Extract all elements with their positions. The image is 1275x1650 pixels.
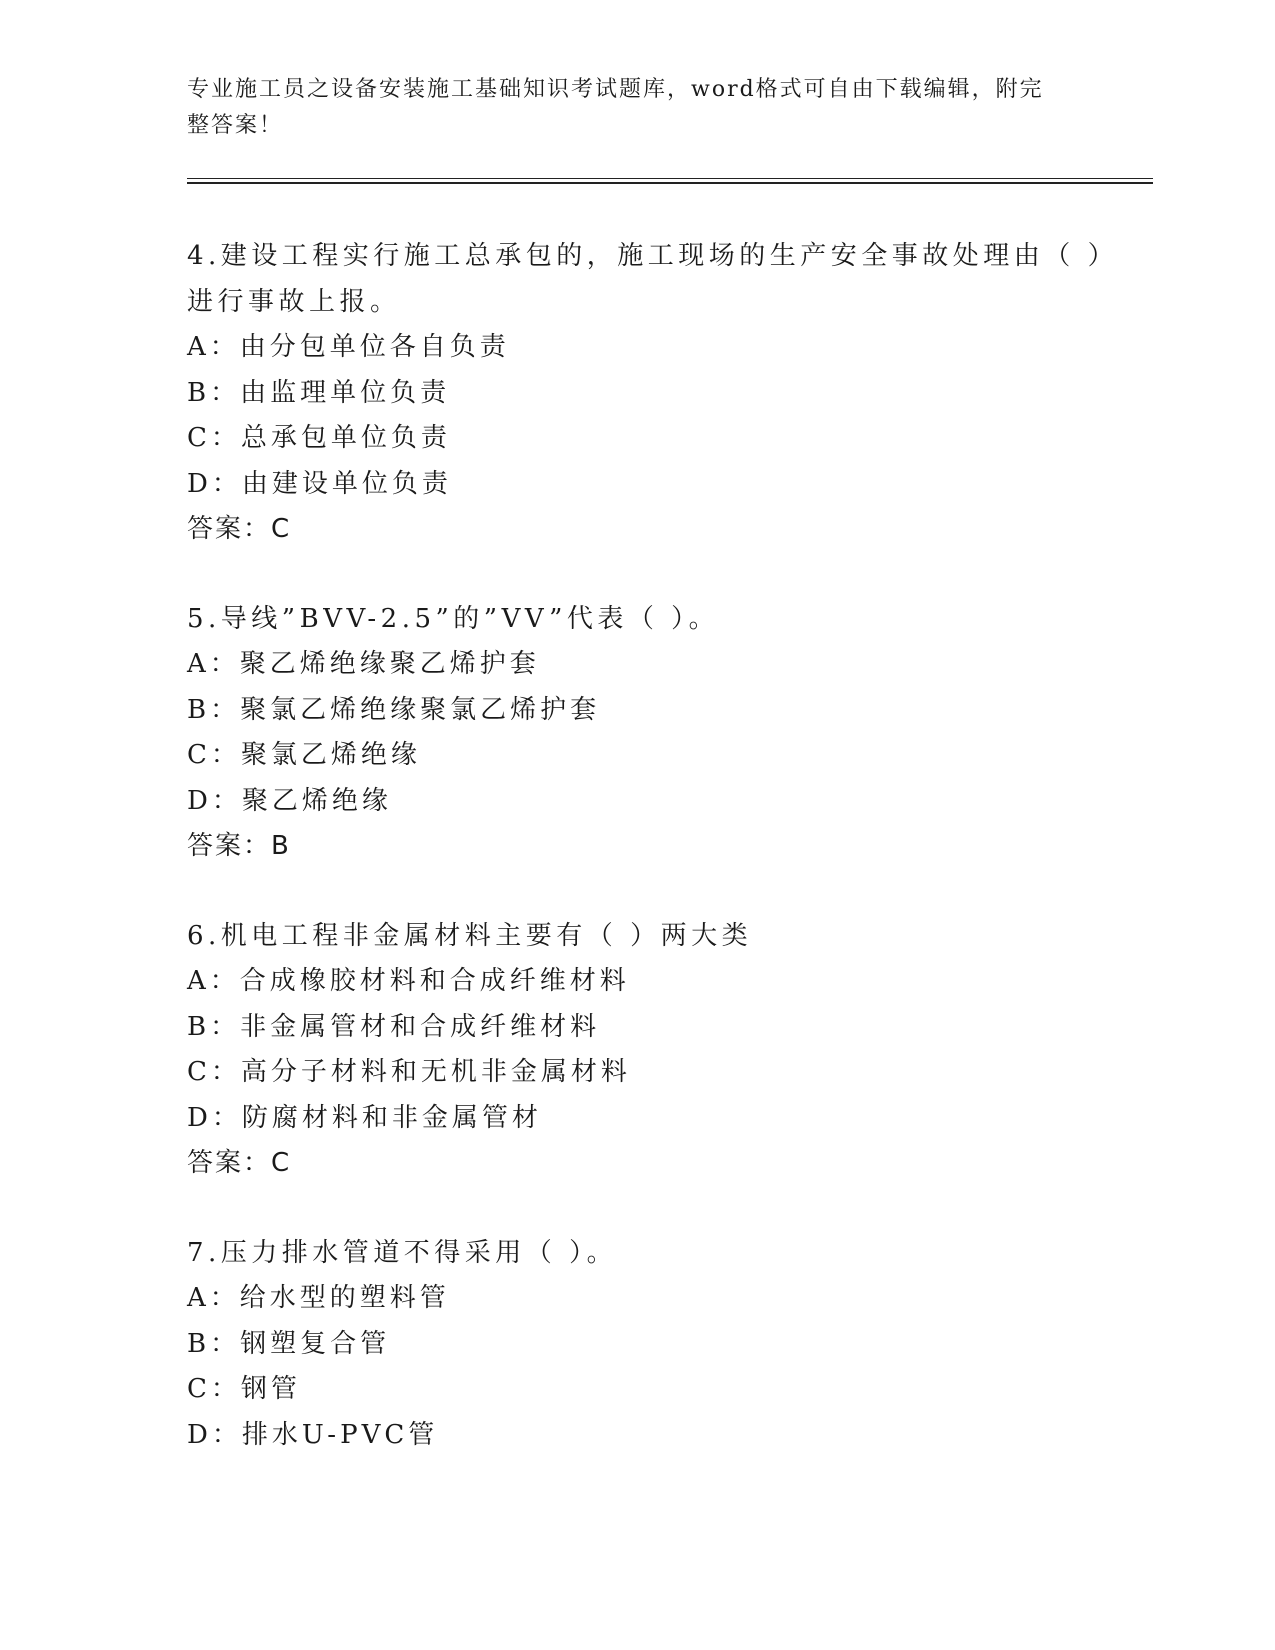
document-header: 专业施工员之设备安装施工基础知识考试题库，word格式可自由下载编辑，附完整答案！ bbox=[187, 77, 1044, 138]
question-stem: 4.建设工程实行施工总承包的，施工现场的生产安全事故处理由（ ）进行事故上报。 bbox=[187, 241, 1106, 317]
option-a: A：聚乙烯绝缘聚乙烯护套 bbox=[187, 649, 540, 679]
header-divider-thin bbox=[187, 178, 1153, 179]
option-c: C：钢管 bbox=[187, 1374, 301, 1404]
question-stem: 5.导线”BVV-2.5”的”VV”代表（ ）。 bbox=[187, 603, 720, 634]
option-c: C：高分子材料和无机非金属材料 bbox=[187, 1057, 631, 1087]
option-b: B：由监理单位负责 bbox=[187, 377, 451, 408]
question-7 bbox=[187, 1231, 1107, 1459]
option-b: B：钢塑复合管 bbox=[187, 1328, 391, 1359]
option-c: C：聚氯乙烯绝缘 bbox=[187, 740, 421, 770]
answer-text: 答案：B bbox=[187, 831, 291, 861]
option-a: A：给水型的塑料管 bbox=[187, 1283, 450, 1313]
question-stem: 6.机电工程非金属材料主要有（ ）两大类 bbox=[187, 920, 753, 951]
question-stem: 7.压力排水管道不得采用（ ）。 bbox=[187, 1237, 618, 1268]
question-4 bbox=[187, 234, 1107, 553]
option-d: D：防腐材料和非金属管材 bbox=[187, 1102, 542, 1133]
option-d: D：聚乙烯绝缘 bbox=[187, 785, 392, 816]
header-divider-thick bbox=[187, 182, 1153, 184]
option-b: B：聚氯乙烯绝缘聚氯乙烯护套 bbox=[187, 694, 601, 725]
option-a: A：由分包单位各自负责 bbox=[187, 332, 510, 362]
question-6 bbox=[187, 914, 1107, 1187]
question-list bbox=[187, 234, 1107, 1502]
question-5 bbox=[187, 597, 1107, 870]
answer-text: 答案：C bbox=[187, 514, 292, 544]
option-a: A：合成橡胶材料和合成纤维材料 bbox=[187, 966, 630, 996]
option-d: D：由建设单位负责 bbox=[187, 468, 452, 499]
option-c: C：总承包单位负责 bbox=[187, 423, 451, 453]
option-d: D：排水U-PVC管 bbox=[187, 1419, 439, 1450]
answer-text: 答案：C bbox=[187, 1148, 292, 1178]
option-b: B：非金属管材和合成纤维材料 bbox=[187, 1011, 601, 1042]
